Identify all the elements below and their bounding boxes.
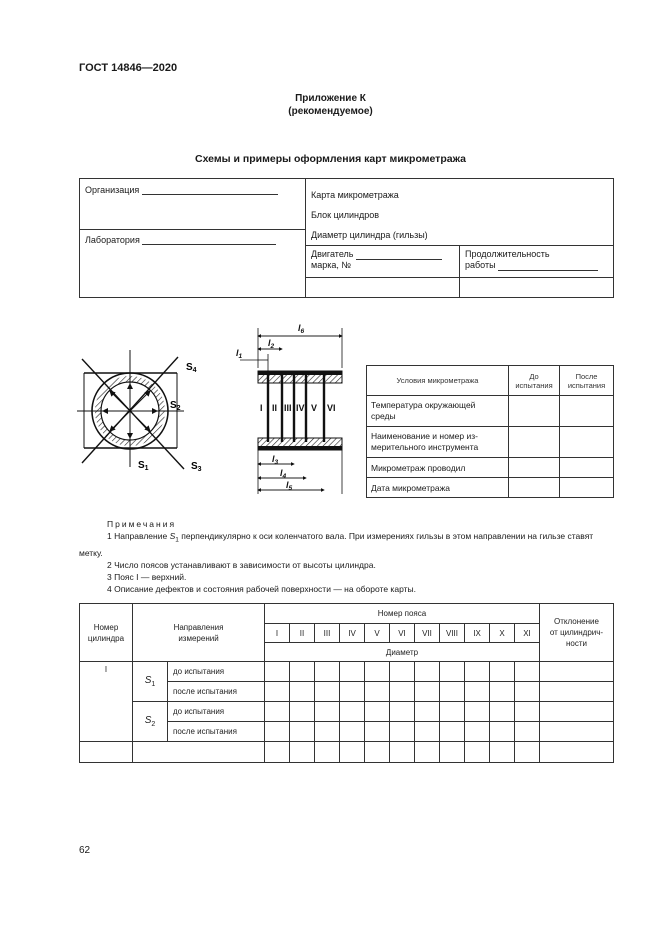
top-wall-dark — [258, 371, 342, 375]
laboratory-label: Лаборатория — [85, 235, 140, 245]
micrometry-card-table — [79, 178, 614, 298]
diameter-cell[interactable] — [515, 702, 540, 722]
diameter-cell[interactable] — [515, 682, 540, 702]
belt-number-header: Номер пояса — [265, 604, 540, 624]
date-before[interactable] — [509, 478, 560, 498]
appendix-title: Приложение К — [295, 93, 366, 104]
diameter-cell[interactable] — [440, 722, 465, 742]
l2-label: $l_2$ — [268, 338, 275, 350]
deviation-cell[interactable] — [540, 682, 614, 702]
table-row — [80, 702, 614, 722]
diameter-cell[interactable] — [415, 702, 440, 722]
diameter-cell[interactable] — [315, 702, 340, 722]
cylinder-number-header: Номер цилиндра — [80, 604, 133, 662]
diameter-cell[interactable] — [265, 682, 290, 702]
cylinder-number-empty[interactable] — [80, 742, 133, 763]
l5-label: $l_5$ — [286, 480, 293, 492]
belt-col-8: VIII — [440, 624, 465, 643]
direction-arrows — [103, 384, 157, 438]
diameter-cell[interactable] — [365, 722, 390, 742]
duration-label-2: работы — [465, 260, 496, 270]
before-header: До испытания — [509, 366, 560, 396]
diameter-cell[interactable] — [365, 742, 390, 763]
engine-label: Двигатель — [311, 249, 354, 259]
organization-blank[interactable] — [142, 194, 278, 195]
diameter-cell[interactable] — [340, 702, 365, 722]
organization-label: Организация — [85, 185, 140, 195]
belt-col-1: I — [265, 624, 290, 643]
diameter-cell[interactable] — [415, 682, 440, 702]
note-4: 4 Описание дефектов и состояния рабочей поверхности — на обороте карты. — [107, 583, 416, 594]
belt-col-5: V — [365, 624, 390, 643]
l4-label: $l_4$ — [280, 468, 287, 480]
before-test-label: до испытания — [168, 662, 265, 682]
diameter-cell[interactable] — [415, 662, 440, 682]
diameter-cell[interactable] — [490, 702, 515, 722]
diameter-cell[interactable] — [340, 662, 365, 682]
s3-label: $S_3$ — [191, 461, 202, 473]
after-header: После испытания — [560, 366, 614, 396]
section-title: Схемы и примеры оформления карт микрометража — [194, 153, 466, 165]
direction-s1: $S_1$ — [133, 662, 168, 702]
diameter-cell[interactable] — [515, 722, 540, 742]
belt-label-6: VI — [327, 403, 336, 413]
s2-label: $S_2$ — [170, 400, 181, 412]
diameter-cell[interactable] — [490, 742, 515, 763]
laboratory-blank[interactable] — [142, 244, 276, 245]
diameter-header: Диаметр — [265, 643, 540, 662]
conditions-table — [366, 365, 614, 498]
page-number: 62 — [79, 845, 91, 856]
l1-label: $l_1$ — [236, 348, 243, 360]
diameter-cell[interactable] — [390, 702, 415, 722]
condition-operator: Микрометраж проводил — [367, 458, 509, 478]
diameter-cell[interactable] — [390, 662, 415, 682]
belt-col-10: X — [490, 624, 515, 643]
diameter-cell[interactable] — [265, 742, 290, 763]
bottom-wall-dark — [258, 446, 342, 450]
card-info-cell — [306, 179, 614, 246]
direction-s2: $S_2$ — [133, 702, 168, 742]
diameter-cell[interactable] — [265, 662, 290, 682]
deviation-header: Отклонение от цилиндрич- ности — [540, 604, 614, 662]
table-row — [80, 662, 614, 682]
diameter-cell[interactable] — [265, 702, 290, 722]
duration-cell — [460, 246, 614, 278]
direction-empty[interactable] — [133, 742, 265, 763]
direction-header: Направления измерений — [133, 604, 265, 662]
diameter-cell[interactable] — [265, 722, 290, 742]
instrument-after[interactable] — [560, 427, 614, 458]
s4-label: $S_4$ — [186, 362, 197, 374]
date-after[interactable] — [560, 478, 614, 498]
diameter-cell[interactable] — [465, 702, 490, 722]
condition-temperature: Температура окружающей среды — [367, 396, 509, 427]
s1-label: $S_1$ — [138, 460, 149, 472]
before-test-label: до испытания — [168, 702, 265, 722]
diameter-cell[interactable] — [315, 722, 340, 742]
conditions-header: Условия микрометража — [367, 366, 509, 396]
diameter-cell[interactable] — [490, 662, 515, 682]
diameter-cell[interactable] — [465, 682, 490, 702]
diameter-cell[interactable] — [290, 682, 315, 702]
engine-cell — [306, 246, 460, 278]
deviation-cell[interactable] — [540, 662, 614, 682]
diameter-cell[interactable] — [440, 682, 465, 702]
diameter-cell[interactable] — [390, 682, 415, 702]
diameter-cell[interactable] — [415, 742, 440, 763]
belt-col-3: III — [315, 624, 340, 643]
operator-after[interactable] — [560, 458, 614, 478]
appendix-heading — [0, 92, 661, 118]
duration-blank[interactable] — [498, 270, 598, 271]
diameter-cell[interactable] — [340, 742, 365, 763]
instrument-before[interactable] — [509, 427, 560, 458]
diameter-cell[interactable] — [465, 722, 490, 742]
belt-label-1: I — [260, 403, 263, 413]
diameter-cell[interactable] — [515, 742, 540, 763]
condition-date: Дата микрометража — [367, 478, 509, 498]
belt-label-3: III — [284, 403, 292, 413]
belt-col-9: IX — [465, 624, 490, 643]
temperature-before[interactable] — [509, 396, 560, 427]
diameter-cell[interactable] — [390, 742, 415, 763]
engine-value-cell[interactable] — [306, 278, 460, 298]
diameter-cell[interactable] — [290, 742, 315, 763]
after-test-label: после испытания — [168, 722, 265, 742]
diameter-cell[interactable] — [440, 742, 465, 763]
belt-label-5: V — [311, 403, 318, 413]
diameter-cell[interactable] — [315, 682, 340, 702]
diameter-cell[interactable] — [290, 702, 315, 722]
notes-title: Примечания — [107, 519, 177, 529]
block-label: Блок цилиндров — [311, 210, 380, 220]
diameter-cell[interactable] — [465, 662, 490, 682]
diameter-cell[interactable] — [440, 702, 465, 722]
diameter-cell[interactable] — [390, 722, 415, 742]
l3-label: $l_3$ — [272, 454, 279, 466]
notes-block — [79, 518, 614, 595]
note-3: 3 Пояс I — верхний. — [107, 571, 187, 582]
note-2: 2 Число поясов устанавливают в зависимости от высоты цилиндра. — [107, 559, 376, 570]
operator-before[interactable] — [509, 458, 560, 478]
diameter-cell[interactable] — [490, 682, 515, 702]
diameter-cell[interactable] — [340, 722, 365, 742]
table-row — [80, 742, 614, 763]
diameter-cell[interactable] — [365, 662, 390, 682]
diameter-cell[interactable] — [465, 742, 490, 763]
engine-blank[interactable] — [356, 259, 442, 260]
standard-header: ГОСТ 14846—2020 — [79, 62, 178, 74]
longitudinal-section-diagram — [230, 318, 360, 500]
belt-label-2: II — [272, 403, 278, 413]
duration-label: Продолжительность — [465, 249, 550, 259]
belt-col-2: II — [290, 624, 315, 643]
belt-col-4: IV — [340, 624, 365, 643]
after-test-label: после испытания — [168, 682, 265, 702]
diameter-cell[interactable] — [315, 662, 340, 682]
belt-col-7: VII — [415, 624, 440, 643]
deviation-cell[interactable] — [540, 722, 614, 742]
dimension-lines — [240, 336, 342, 490]
diameter-cell[interactable] — [340, 682, 365, 702]
belt-label-4: IV — [296, 403, 305, 413]
deviation-cell[interactable] — [540, 702, 614, 722]
map-title: Карта микрометража — [311, 190, 399, 200]
diameter-label: Диаметр цилиндра (гильзы) — [311, 230, 428, 240]
l6-label: $l_6$ — [298, 323, 305, 335]
belt-col-11: XI — [515, 624, 540, 643]
diameter-cell[interactable] — [440, 662, 465, 682]
deviation-cell[interactable] — [540, 742, 614, 763]
laboratory-cell — [80, 230, 306, 298]
diameter-cell[interactable] — [415, 722, 440, 742]
cylinder-number: I — [80, 662, 133, 742]
belt-col-6: VI — [390, 624, 415, 643]
engine-model-label: марка, № — [311, 260, 351, 270]
organization-cell — [80, 179, 306, 230]
duration-value-cell[interactable] — [460, 278, 614, 298]
diameter-cell[interactable] — [365, 682, 390, 702]
appendix-subtitle: (рекомендуемое) — [288, 106, 373, 117]
measurement-table — [79, 603, 614, 763]
temperature-after[interactable] — [560, 396, 614, 427]
diameter-cell[interactable] — [290, 722, 315, 742]
diameter-cell[interactable] — [365, 702, 390, 722]
diameter-cell[interactable] — [515, 662, 540, 682]
note-1: 1 Направление $S_1$ перпендикулярно к оси коленчатого вала. При измерениях гильзы в этом направлении на гильзе ставят метку. — [79, 531, 594, 558]
condition-instrument: Наименование и номер из- мерительного инструмента — [367, 427, 509, 458]
diameter-cell[interactable] — [290, 662, 315, 682]
diameter-cell[interactable] — [315, 742, 340, 763]
cross-section-diagram — [72, 345, 220, 477]
diameter-cell[interactable] — [490, 722, 515, 742]
